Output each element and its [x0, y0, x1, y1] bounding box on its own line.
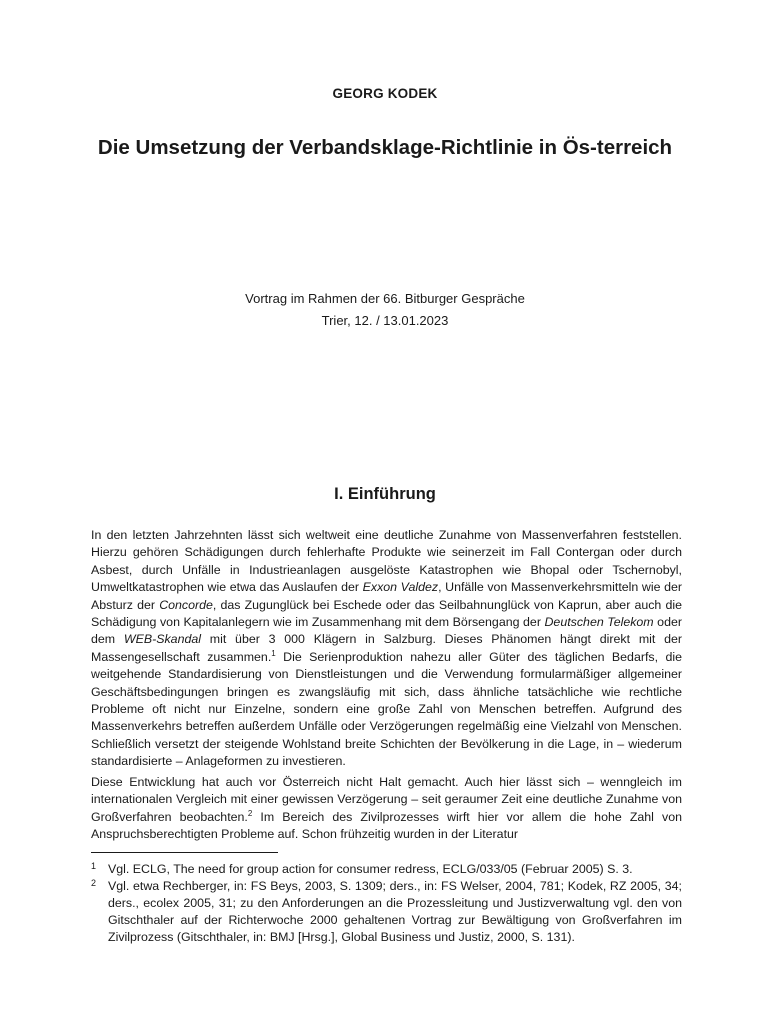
- text-run: Die Serienproduktion nahezu aller Güter des täglichen Bedarfs, die weitgehende Standardisierung von Dienstleistungen und die Verwendung formularmäßiger allgemeiner Geschäftsbedingungen bringen es zwangsläufig mit sich, dass ähnliche tatsächliche wie rechtliche Probleme oft nicht nur Einzelne, sondern eine große Zahl von Menschen betreffen. Aufgrund des Massenverkehrs betreffen außerdem Unfälle oder Verzögerungen regelmäßig eine Vielzahl von Menschen. Schließlich versetzt der steigende Wohlstand breite Schichten der Bevölkerung in die Lage, in – wiederum standardisierte – Anlageformen zu investieren.: [91, 649, 682, 769]
- paragraph-1: [91, 527, 682, 771]
- text-run: Im Bereich des Zivilprozesses wirft hier vor allem die hohe Zahl von Anspruchsberechtigten Probleme auf. Schon frühzeitig wurden in der Literatur: [91, 809, 682, 841]
- footnote-ref-1[interactable]: 1: [271, 648, 276, 658]
- footnote-divider: [91, 852, 278, 853]
- author-name: GEORG KODEK: [332, 86, 438, 101]
- footnote-text: Vgl. ECLG, The need for group action for consumer redress, ECLG/033/05 (Februar 2005) S. 3.: [108, 862, 633, 876]
- text-run: , Unfälle von Massenverkehrsmitteln wie der Absturz der: [91, 580, 682, 612]
- italic-term: Exxon Valdez: [362, 580, 439, 595]
- footnote-number: 1: [91, 861, 97, 871]
- lecture-event: Vortrag im Rahmen der 66. Bitburger Gespräche: [245, 291, 525, 306]
- italic-term: Concorde: [159, 597, 213, 612]
- paper-title: Die Umsetzung der Verbandsklage-Richtlinie in Ös-terreich: [97, 136, 673, 159]
- footnote-text: Vgl. etwa Rechberger, in: FS Beys, 2003, S. 1309; ders., in: FS Welser, 2004, 781; Kodek, RZ 2005, 34; ders., ecolex 2005, 31; zu den Anforderungen an die Prozessleitung und Justizverwaltung vgl. den von Gitschthaler auf der Richterwoche 2000 gehaltenen Vortrag zur Bewältigung von Großverfahren im Zivilprozess (Gitschthaler, in: BMJ [Hrsg.], Global Business und Justiz, 2000, S. 131).: [108, 879, 682, 944]
- paragraph-2: [91, 774, 682, 844]
- italic-term: WEB-Skandal: [123, 632, 202, 647]
- footnote-number: 2: [91, 878, 97, 888]
- footnote-1: [91, 861, 682, 878]
- text-run: , das Zugunglück bei Eschede oder das Seilbahnunglück von Kaprun, aber auch die Schädigung von Kapitalanlegern wie im Zusammenhang mit dem Börsengang der: [91, 597, 682, 630]
- text-run: oder dem: [91, 615, 682, 647]
- text-run: mit über 3 000 Klägern in Salzburg. Dieses Phänomen hängt direkt mit der Massengesellschaft zusammen.: [91, 632, 683, 664]
- text-run: In den letzten Jahrzehnten lässt sich weltweit eine deutliche Zunahme von Massenverfahren feststellen. Hierzu gehören Schädigungen durch fehlerhafte Produkte wie seinerzeit im Fall Contergan oder durch Asbest, durch Unfälle in Industrieanlagen ausgelöste Katastrophen wie Bhopal oder Tschernobyl, Umweltkatastrophen wie etwa das Auslaufen der: [91, 528, 682, 595]
- footnote-2: [91, 878, 682, 946]
- italic-term: Deutschen Telekom: [544, 615, 654, 630]
- text-run: Diese Entwicklung hat auch vor Österreich nicht Halt gemacht. Auch hier lässt sich – wenngleich im internationalen Vergleich mit einer gewissen Verzögerung – seit geraumer Zeit eine deutliche Zunahme von Großverfahren beobachten.: [91, 774, 682, 824]
- footnote-ref-2[interactable]: 2: [247, 808, 253, 818]
- lecture-info: [0, 288, 770, 332]
- section-heading: I. Einführung: [334, 485, 436, 503]
- lecture-date: Trier, 12. / 13.01.2023: [321, 313, 449, 328]
- footnotes: [91, 861, 682, 946]
- body-text: [91, 527, 682, 846]
